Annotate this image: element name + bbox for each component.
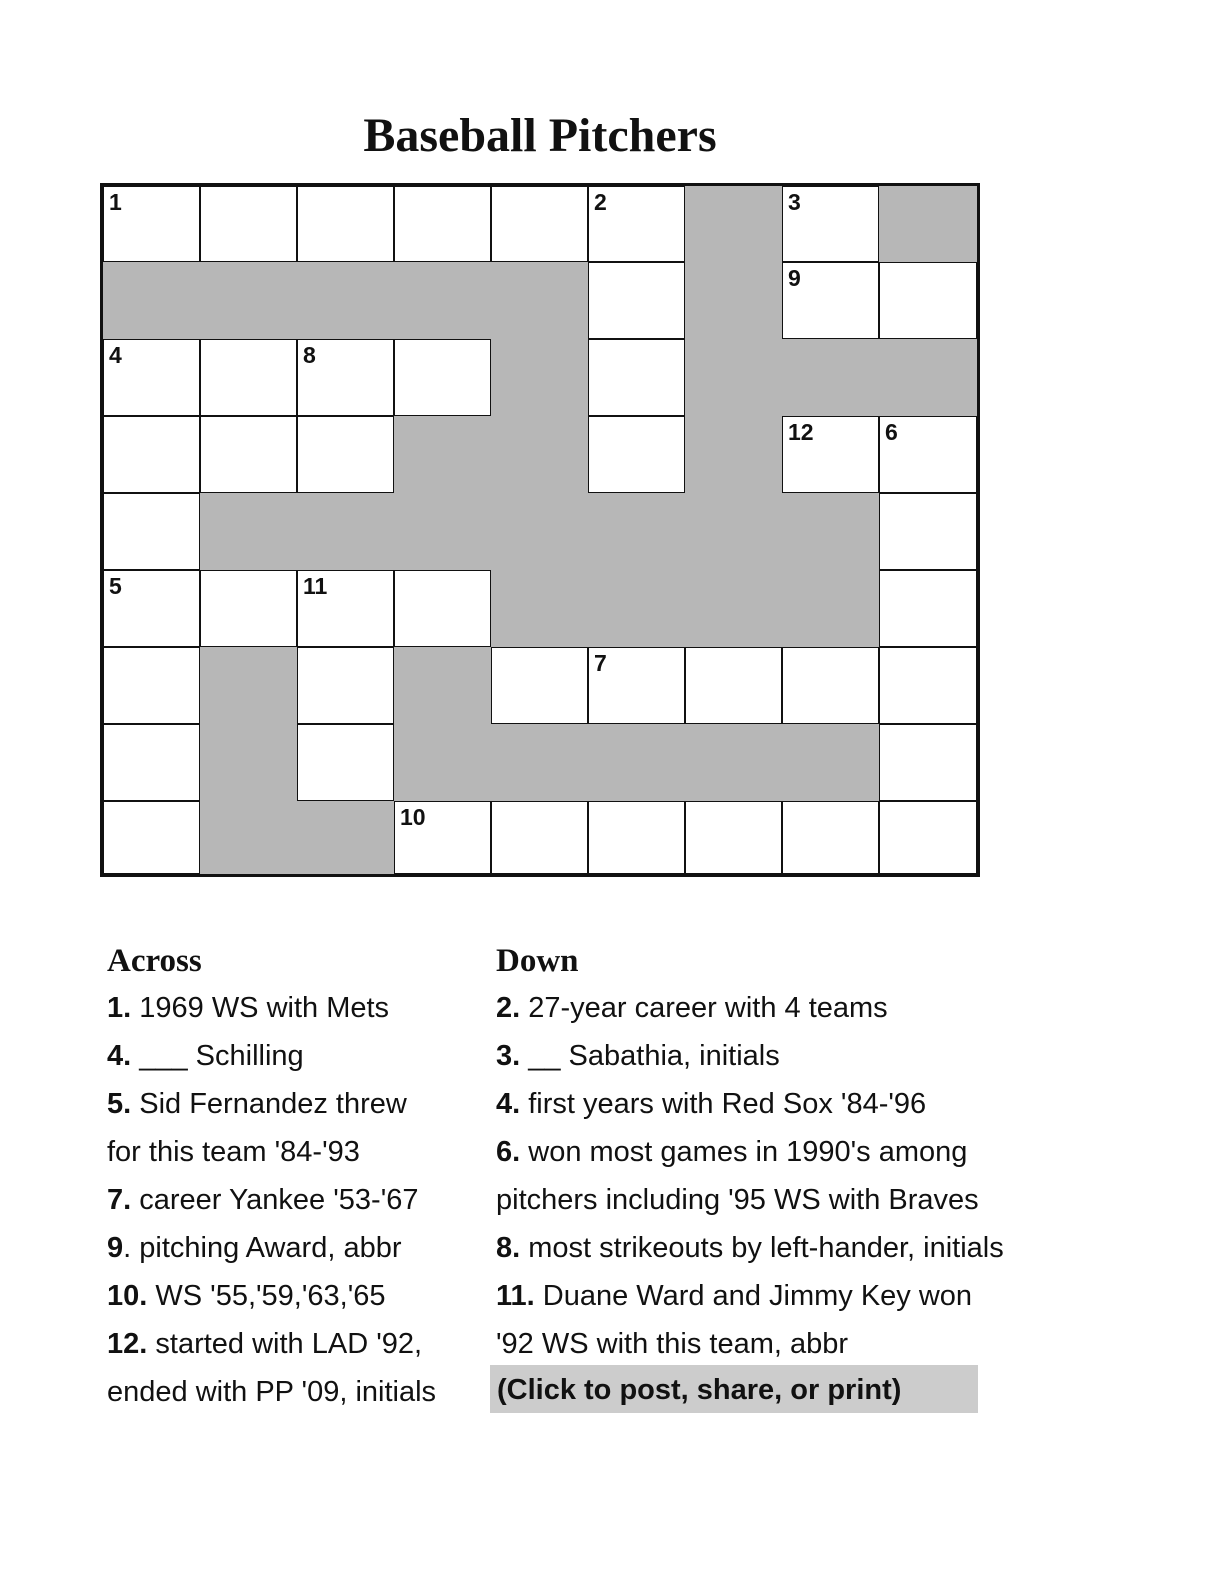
grid-cell[interactable] [782,801,879,874]
grid-cell[interactable] [103,724,200,801]
grid-cell[interactable] [588,416,685,493]
clue-number: 2 [594,189,607,215]
clue-line [107,1368,487,1416]
clue-text: Sid Fernandez threw [131,1088,407,1120]
grid-cell[interactable] [297,647,394,724]
grid-cell[interactable] [879,262,977,339]
grid-cell[interactable] [200,186,297,262]
clue-number-label: 4. [107,1040,132,1072]
clue-line [107,1224,487,1272]
clue-text: Duane Ward and Jimmy Key won [534,1280,973,1312]
grid-cell[interactable] [394,186,491,262]
clue-number-label: 11. [496,1280,535,1312]
grid-cell[interactable] [588,801,685,874]
grid-cell[interactable] [879,724,977,801]
clue-text: 1969 WS with Mets [131,992,390,1024]
grid-cell[interactable] [103,493,200,570]
grid-cell[interactable] [103,186,200,262]
grid-cell[interactable] [200,416,297,493]
grid-cell[interactable] [200,570,297,647]
down-heading: Down [496,943,579,979]
clue-line [496,1224,1096,1272]
clue-number-label: 9 [107,1232,124,1264]
clue-line [496,1176,1096,1224]
clue-line [496,984,1096,1032]
clue-text: career Yankee '53-'67 [131,1184,419,1216]
clue-number: 9 [788,265,801,291]
grid-cell[interactable] [782,262,879,339]
clue-number: 10 [400,804,426,830]
grid-cell[interactable] [297,416,394,493]
grid-cell[interactable] [394,339,491,416]
clue-number: 6 [885,419,898,445]
clue-number: 11 [303,573,328,599]
clue-text: for this team '84-'93 [107,1136,360,1168]
grid-cell[interactable] [491,801,588,874]
clue-text: started with LAD '92, [147,1328,423,1360]
clue-number: 4 [109,342,122,368]
grid-cell[interactable] [297,186,394,262]
grid-cell[interactable] [588,186,685,262]
grid-cell[interactable] [879,416,977,493]
clue-number-label: 1. [107,992,132,1024]
grid-cell[interactable] [588,262,685,339]
clue-number-label: 5. [107,1088,132,1120]
clue-text: most strikeouts by left-hander, initials [520,1232,1004,1264]
clue-line [107,984,487,1032]
across-clues [107,940,487,1416]
clue-number-label: 3. [496,1040,521,1072]
grid-cell[interactable] [200,339,297,416]
clue-text: . pitching Award, abbr [123,1232,402,1264]
crossword-grid [100,183,980,877]
grid-cell[interactable] [879,493,977,570]
grid-cell[interactable] [491,186,588,262]
clue-text: WS '55,'59,'63,'65 [147,1280,386,1312]
clue-number-label: 6. [496,1136,521,1168]
clue-number-label: 7. [107,1184,132,1216]
clue-number-label: 8. [496,1232,521,1264]
clue-line [107,1032,487,1080]
grid-cell[interactable] [685,647,782,724]
clue-number: 1 [109,189,122,215]
puzzle-title: Baseball Pitchers [363,109,717,162]
grid-cell[interactable] [103,570,200,647]
down-clues [496,940,1096,1368]
clue-number: 12 [788,419,814,445]
post-share-print-button[interactable]: (Click to post, share, or print) [490,1365,978,1413]
clue-line [496,1128,1096,1176]
grid-cell[interactable] [491,647,588,724]
grid-cell[interactable] [103,339,200,416]
grid-cell[interactable] [297,724,394,801]
clue-text: won most games in 1990's among [520,1136,968,1168]
clue-number: 7 [594,650,607,676]
clue-line [496,1032,1096,1080]
clue-text: '92 WS with this team, abbr [496,1328,849,1360]
clue-text: first years with Red Sox '84-'96 [520,1088,927,1120]
clue-text: pitchers including '95 WS with Braves [496,1184,979,1216]
grid-cell[interactable] [297,570,394,647]
clue-text: ended with PP '09, initials [107,1376,437,1408]
clue-text: 27-year career with 4 teams [520,992,888,1024]
clue-text: ___ Schilling [131,1040,304,1072]
clue-number-label: 12. [107,1328,148,1360]
grid-cell[interactable] [879,647,977,724]
clue-number-label: 10. [107,1280,148,1312]
grid-cell[interactable] [782,647,879,724]
grid-cell[interactable] [394,570,491,647]
clue-text: __ Sabathia, initials [520,1040,780,1072]
grid-cell[interactable] [685,801,782,874]
grid-cell[interactable] [394,801,491,874]
grid-cell[interactable] [588,647,685,724]
clue-line [107,1080,487,1128]
clue-number: 8 [303,342,316,368]
grid-cell[interactable] [588,339,685,416]
clue-number-label: 2. [496,992,521,1024]
clue-line [107,1128,487,1176]
across-heading: Across [107,943,202,979]
grid-cell[interactable] [879,570,977,647]
grid-cell[interactable] [103,416,200,493]
grid-cell[interactable] [782,416,879,493]
grid-cell[interactable] [103,801,200,874]
clue-line [496,1272,1096,1320]
grid-cell[interactable] [297,339,394,416]
clue-number: 5 [109,573,122,599]
clue-line [107,1320,487,1368]
grid-cell[interactable] [782,186,879,262]
clue-line [107,1176,487,1224]
clue-line [107,1272,487,1320]
grid-cell[interactable] [879,801,977,874]
grid-cell[interactable] [103,647,200,724]
clue-line [496,1320,1096,1368]
clue-number-label: 4. [496,1088,521,1120]
clue-number: 3 [788,189,801,215]
clue-line [496,1080,1096,1128]
